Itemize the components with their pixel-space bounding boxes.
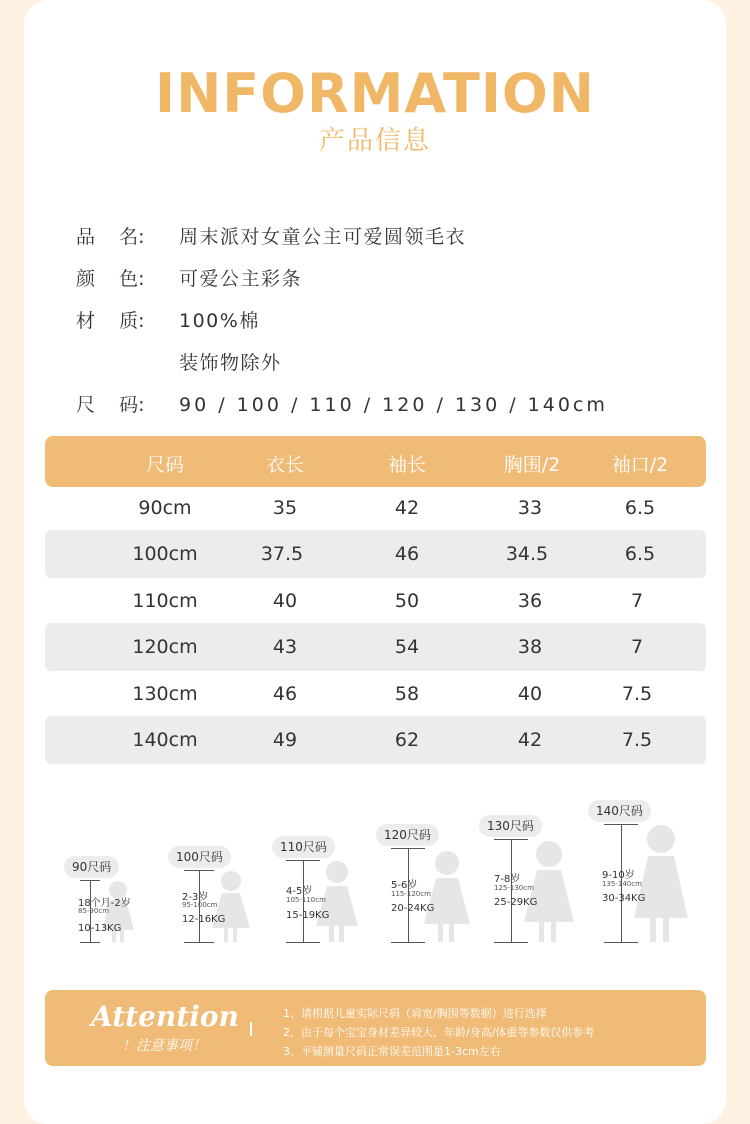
table-cell: 34.5 — [505, 543, 549, 565]
info-row-color — [76, 264, 302, 291]
table-cell: 6.5 — [624, 497, 656, 519]
table-cell: 35 — [272, 497, 298, 519]
attention-panel — [45, 990, 706, 1066]
age-range: 7-8岁 — [494, 874, 521, 885]
table-cell: 50 — [394, 590, 420, 612]
table-cell: 7.5 — [621, 729, 653, 751]
size-badge: 90尺码 — [64, 856, 119, 878]
column-header: 尺码 — [145, 454, 185, 476]
table-cell: 42 — [394, 497, 420, 519]
ruler-bottom — [494, 942, 528, 943]
info-card — [24, 0, 726, 1124]
table-cell: 43 — [272, 636, 298, 658]
weight-range: 10-13KG — [78, 923, 122, 934]
age-range: 9-10岁 — [602, 870, 635, 881]
weight-range: 12-16KG — [182, 914, 226, 925]
age-range: 5-6岁 — [391, 880, 418, 891]
column-header: 袖长 — [387, 454, 427, 476]
info-value: 90 / 100 / 110 / 120 / 130 / 140cm — [179, 394, 608, 416]
info-label: 品 名: — [76, 226, 145, 248]
table-cell: 7 — [630, 636, 644, 658]
table-cell: 58 — [394, 683, 420, 705]
table-cell: 40 — [517, 683, 543, 705]
info-row-name — [76, 222, 466, 249]
info-row-material — [76, 306, 260, 333]
size-badge: 120尺码 — [376, 824, 439, 846]
table-row — [45, 716, 706, 764]
table-cell: 7.5 — [621, 683, 653, 705]
table-row — [45, 577, 706, 625]
table-cell: 7 — [630, 590, 644, 612]
height-range: 95-100cm — [182, 901, 218, 909]
info-row-material-note — [76, 348, 282, 375]
table-cell: 130cm — [132, 683, 198, 705]
ruler-bottom — [184, 942, 214, 943]
height-range: 125-130cm — [494, 884, 534, 892]
table-cell: 90cm — [138, 497, 192, 519]
info-value: 可爱公主彩条 — [179, 268, 303, 290]
info-label: 颜 色: — [76, 268, 145, 290]
table-cell: 100cm — [132, 543, 198, 565]
ruler-bottom — [286, 942, 320, 943]
table-cell: 33 — [517, 497, 543, 519]
weight-range: 15-19KG — [286, 910, 330, 921]
info-value: 装饰物除外 — [179, 352, 282, 374]
weight-range: 25-29KG — [494, 897, 538, 908]
size-badge: 110尺码 — [272, 836, 335, 858]
height-range: 135-140cm — [602, 880, 642, 888]
attention-title: Attention — [91, 1000, 239, 1033]
table-row — [45, 623, 706, 671]
size-badge: 130尺码 — [479, 815, 542, 837]
info-label: 尺 码: — [76, 394, 145, 416]
column-header: 衣长 — [265, 454, 305, 476]
size-badge: 140尺码 — [588, 800, 651, 822]
column-header: 胸围/2 — [503, 454, 561, 476]
info-value: 周末派对女童公主可爱圆领毛衣 — [179, 226, 467, 248]
table-cell: 36 — [517, 590, 543, 612]
table-cell: 49 — [272, 729, 298, 751]
size-table-header — [45, 436, 706, 487]
age-range: 2-3岁 — [182, 892, 209, 903]
table-cell: 40 — [272, 590, 298, 612]
size-badge: 100尺码 — [168, 846, 231, 868]
table-cell: 62 — [394, 729, 420, 751]
page-title: INFORMATION — [154, 62, 596, 125]
ruler-bottom — [604, 942, 638, 943]
ruler-bottom — [80, 942, 100, 943]
table-cell: 110cm — [132, 590, 198, 612]
table-cell: 120cm — [132, 636, 198, 658]
age-range: 4-5岁 — [286, 886, 313, 897]
height-range: 115-120cm — [391, 890, 431, 898]
attention-note: 1、请根据儿童实际尺码（肩宽/胸围等数据）进行选择 — [283, 1007, 547, 1020]
table-cell: 37.5 — [260, 543, 304, 565]
info-label: 材 质: — [76, 310, 145, 332]
info-row-sizes — [76, 390, 608, 417]
weight-range: 30-34KG — [602, 893, 646, 904]
ruler-bottom — [391, 942, 425, 943]
page-subtitle: 产品信息 — [318, 126, 431, 156]
table-row — [45, 484, 706, 532]
table-row — [45, 530, 706, 578]
divider — [250, 1022, 252, 1036]
attention-note: 3、平铺测量尺码正常误差范围是1-3cm左右 — [283, 1045, 501, 1058]
column-header: 袖口/2 — [611, 454, 669, 476]
height-range: 105-110cm — [286, 896, 326, 904]
attention-subtitle: ！注意事项！ — [122, 1038, 206, 1054]
table-cell: 46 — [394, 543, 420, 565]
table-row — [45, 670, 706, 718]
table-cell: 140cm — [132, 729, 198, 751]
table-cell: 6.5 — [624, 543, 656, 565]
table-cell: 38 — [517, 636, 543, 658]
table-cell: 46 — [272, 683, 298, 705]
weight-range: 20-24KG — [391, 903, 435, 914]
attention-notes — [283, 1004, 594, 1061]
table-cell: 54 — [394, 636, 420, 658]
info-value: 100%棉 — [179, 310, 260, 332]
height-range: 85-90cm — [78, 907, 110, 915]
table-cell: 42 — [517, 729, 543, 751]
attention-note: 2、由于每个宝宝身材差异较大，年龄/身高/体重等参数仅供参考 — [283, 1026, 595, 1039]
age-range: 18个月-2岁 — [78, 898, 131, 909]
